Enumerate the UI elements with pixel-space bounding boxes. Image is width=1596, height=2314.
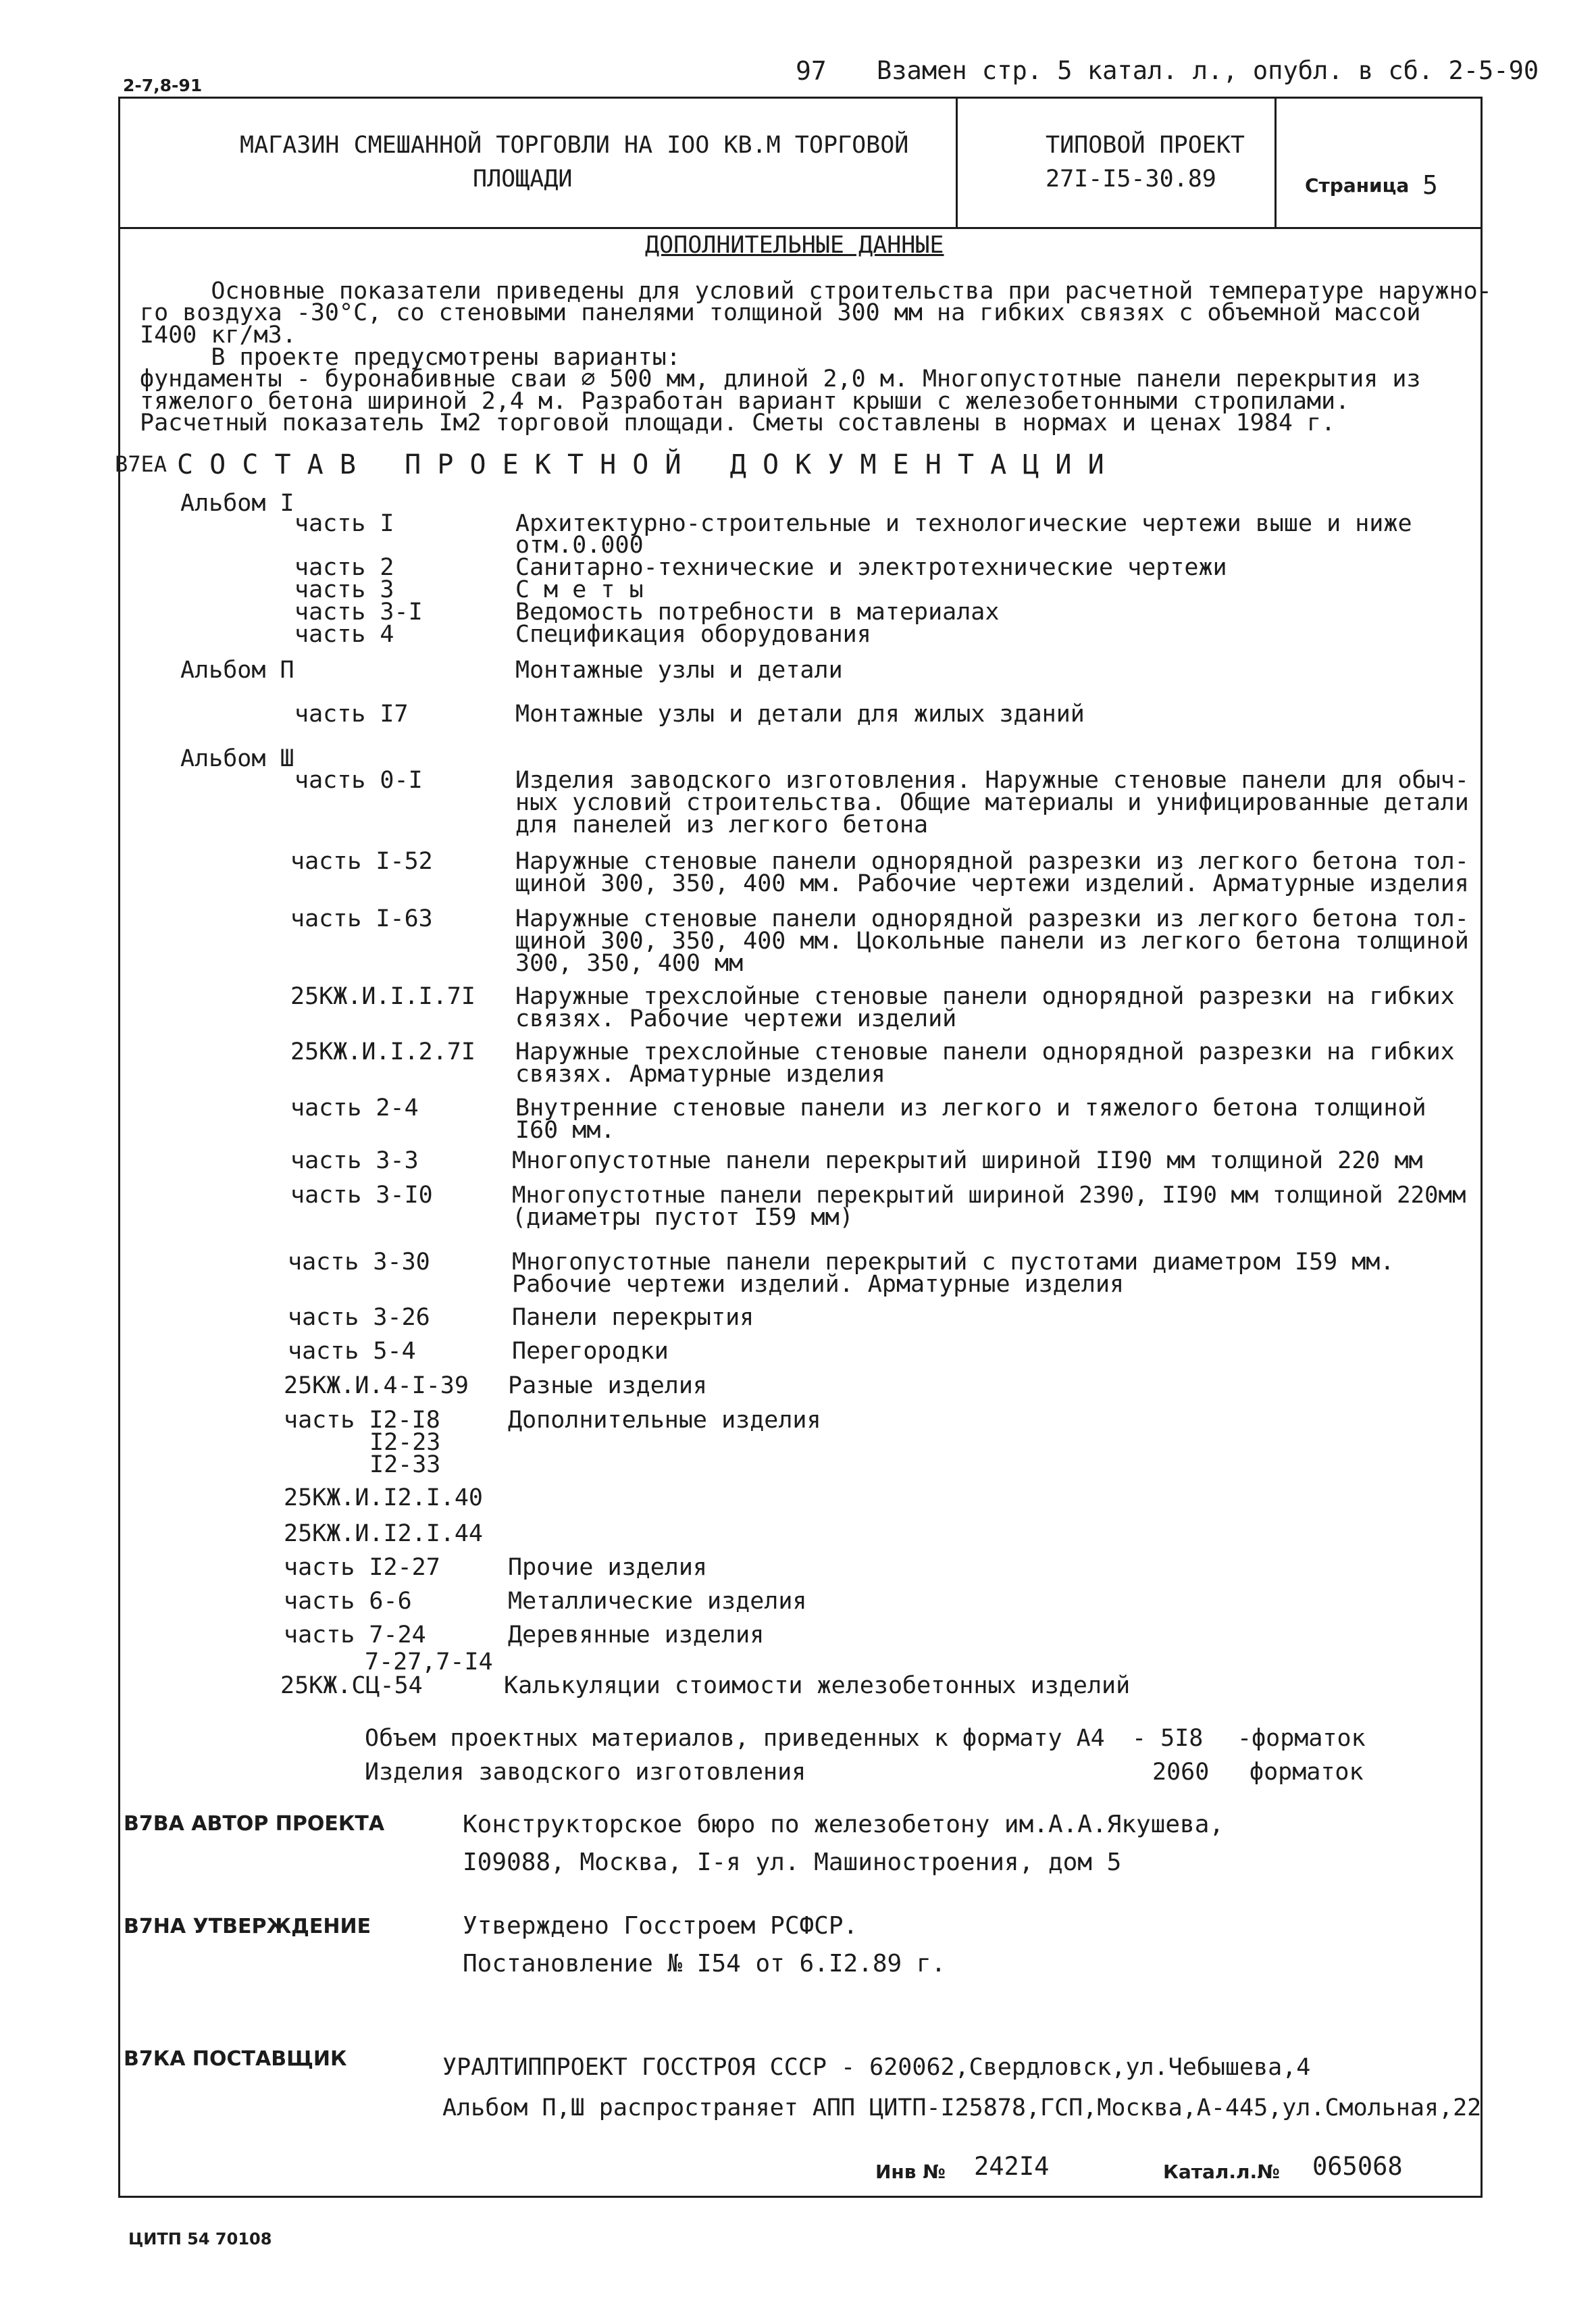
supplier-line1: УРАЛТИППРОЕКТ ГОССТРОЯ СССР - 620062,Свердловск,ул.Чебышева,4 xyxy=(442,2054,1311,2081)
extra-line: Расчетный показатель Iм2 торговой площади. Сметы составлены в нормах и ценах 1984 г. xyxy=(140,409,1336,436)
album-2: Альбом П xyxy=(180,657,294,684)
extra-heading: ДОПОЛНИТЕЛЬНЫЕ ДАННЫЕ xyxy=(645,232,944,259)
part-text: Дополнительные изделия xyxy=(508,1407,821,1434)
replace-note: Взамен стр. 5 катал. л., опубл. в сб. 2-5-90 xyxy=(877,56,1539,85)
part-text: Прочие изделия xyxy=(508,1554,708,1581)
part-text: связях. Арматурные изделия xyxy=(515,1061,885,1088)
part-text: Калькуляции стоимости железобетонных изделий xyxy=(504,1672,1131,1699)
part-text: Многопустотные панели перекрытий с пустотами диаметром I59 мм. xyxy=(512,1249,1395,1276)
part-text: Архитектурно-строительные и технологические чертежи выше и ниже xyxy=(515,510,1412,537)
part-label: часть 3-I xyxy=(294,599,423,626)
part-label: 25КЖ.И.I.I.7I xyxy=(290,983,475,1010)
part-text: 300, 350, 400 мм xyxy=(515,950,744,977)
part-text: Наружные стеновые панели однорядной разрезки из легкого бетона тол- xyxy=(515,848,1469,875)
part-text: Металлические изделия xyxy=(508,1588,807,1615)
part-text: Перегородки xyxy=(512,1338,669,1365)
part-text: отм.0.000 xyxy=(515,532,644,559)
page-label: Страница xyxy=(1305,174,1410,197)
title-line2: ПЛОЩАДИ xyxy=(473,166,573,193)
part-text: I60 мм. xyxy=(515,1117,615,1144)
part-text: щиной 300, 350, 400 мм. Рабочие чертежи изделий. Арматурные изделия xyxy=(515,870,1469,897)
volume-label: Объем проектных материалов, приведенных к формату А4 xyxy=(365,1725,1105,1752)
volume-value: 2060 xyxy=(1152,1759,1210,1786)
part-text: С м е т ы xyxy=(515,576,644,603)
extra-line: I400 кг/м3. xyxy=(140,322,297,349)
part-text: ных условий строительства. Общие материалы и унифицированные детали xyxy=(515,789,1469,816)
part-text: Ведомость потребности в материалах xyxy=(515,599,1000,626)
supplier-label: В7КА ПОСТАВЩИК xyxy=(124,2047,347,2071)
part-text: (диаметры пустот I59 мм) xyxy=(512,1204,854,1231)
volume-unit: -форматок xyxy=(1237,1725,1366,1752)
inventory-label: Инв № xyxy=(875,2161,946,2183)
part-label: часть 4 xyxy=(294,621,394,648)
extra-line: го воздуха -30°С, со стеновыми панелями толщиной 300 мм на гибких связях с объемной массой xyxy=(140,299,1421,326)
part-text: связях. Рабочие чертежи изделий xyxy=(515,1005,957,1032)
page-number: 97 xyxy=(796,56,827,86)
header-col1-divider xyxy=(956,97,958,228)
volume-value: - 5I8 xyxy=(1132,1725,1204,1752)
catalog-label: Катал.л.№ xyxy=(1163,2161,1280,2183)
part-label: часть I2-27 xyxy=(284,1554,440,1581)
header-col2-divider xyxy=(1275,97,1277,228)
project-code: 27I-I5-30.89 xyxy=(1046,166,1216,193)
part-label: часть 3-30 xyxy=(288,1249,430,1276)
part-label: 25КЖ.И.I2.I.40 xyxy=(284,1484,484,1511)
part-label: часть 0-I xyxy=(294,767,423,794)
album-3: Альбом Ш xyxy=(180,745,294,772)
extra-line: фундаменты - буронабивные сваи ∅ 500 мм, длиной 2,0 м. Многопустотные панели перекрытия из xyxy=(140,366,1421,393)
album-1: Альбом I xyxy=(180,490,294,517)
approval-line2: Постановление № I54 от 6.I2.89 г. xyxy=(463,1950,946,1978)
part-label: часть 3-26 xyxy=(288,1304,430,1331)
extra-line: Основные показатели приведены для условий строительства при расчетной температуре наружно- xyxy=(140,278,1492,305)
part-label: I2-33 xyxy=(369,1451,441,1478)
part-label: часть 3-I0 xyxy=(290,1182,433,1209)
part-label: часть 7-24 xyxy=(284,1621,426,1649)
part-label: часть I-63 xyxy=(290,905,433,932)
part-text: Деревянные изделия xyxy=(508,1621,765,1649)
part-label: часть 2 xyxy=(294,554,394,581)
composition-code: В7ЕА xyxy=(115,451,168,477)
part-text: Внутренние стеновые панели из легкого и тяжелого бетона толщиной xyxy=(515,1095,1426,1122)
print-code: ЦИТП 54 70108 xyxy=(128,2230,272,2248)
part-text: Рабочие чертежи изделий. Арматурные изделия xyxy=(512,1271,1125,1298)
part-text: Многопустотные панели перекрытий шириной 2390, II90 мм толщиной 220мм xyxy=(512,1182,1466,1209)
approval-label: В7НА УТВЕРЖДЕНИЕ xyxy=(124,1915,371,1938)
corner-code: 2-7,8-91 xyxy=(123,76,203,95)
part-text: Разные изделия xyxy=(508,1372,708,1399)
extra-line: В проекте предусмотрены варианты: xyxy=(140,344,681,371)
volume-unit: форматок xyxy=(1250,1759,1364,1786)
part-label: 25КЖ.И.I2.I.44 xyxy=(284,1520,484,1547)
part-text: Монтажные узлы и детали для жилых зданий xyxy=(515,701,1085,728)
part-label: I2-23 xyxy=(369,1429,441,1456)
title-line1: МАГАЗИН СМЕШАННОЙ ТОРГОВЛИ НА IOO КВ.М ТОРГОВОЙ xyxy=(240,132,909,159)
part-text: Санитарно-технические и электротехнические чертежи xyxy=(515,554,1227,581)
part-label: часть 3 xyxy=(294,576,394,603)
part-label: 7-27,7-I4 xyxy=(365,1649,493,1676)
part-text: Наружные стеновые панели однорядной разрезки из легкого бетона тол- xyxy=(515,905,1469,932)
part-text: Изделия заводского изготовления. Наружные стеновые панели для обыч- xyxy=(515,767,1469,794)
inventory-value: 242I4 xyxy=(974,2152,1050,2181)
part-text: Наружные трехслойные стеновые панели однорядной разрезки на гибких xyxy=(515,1038,1455,1065)
part-label: часть 3-3 xyxy=(290,1147,419,1174)
catalog-value: 065068 xyxy=(1312,2152,1403,2181)
part-text: щиной 300, 350, 400 мм. Цокольные панели из легкого бетона толщиной xyxy=(515,928,1469,955)
part-label: часть I7 xyxy=(294,701,409,728)
supplier-line2: Альбом П,Ш распространяет АПП ЦИТП-I25878,ГСП,Москва,А-445,ул.Смольная,22 xyxy=(442,2094,1482,2121)
part-label: 25КЖ.И.I.2.7I xyxy=(290,1038,475,1065)
part-label: часть 2-4 xyxy=(290,1095,419,1122)
part-label: часть 6-6 xyxy=(284,1588,412,1615)
author-label: В7ВА АВТОР ПРОЕКТА xyxy=(124,1812,385,1836)
approval-line1: Утверждено Госстроем РСФСР. xyxy=(463,1912,858,1940)
part-text: Многопустотные панели перекрытий шириной II90 мм толщиной 220 мм xyxy=(512,1147,1423,1174)
composition-heading: С О С Т А В П Р О Е К Т Н О Й Д О К У М Е Н Т А Ц И И xyxy=(177,449,1104,480)
extra-line: тяжелого бетона шириной 2,4 м. Разработан вариант крыши с железобетонными стропилами. xyxy=(140,388,1350,415)
project-label: ТИПОВОЙ ПРОЕКТ xyxy=(1046,132,1245,159)
part-label: часть I xyxy=(294,510,394,537)
author-line1: Конструкторское бюро по железобетону им.А.А.Якушева, xyxy=(463,1811,1225,1838)
part-label: 25КЖ.И.4-I-39 xyxy=(284,1372,469,1399)
part-label: часть I-52 xyxy=(290,848,433,875)
part-text: для панелей из легкого бетона xyxy=(515,811,929,838)
author-line2: I09088, Москва, I-я ул. Машиностроения, дом 5 xyxy=(463,1848,1122,1876)
part-text: Наружные трехслойные стеновые панели однорядной разрезки на гибких xyxy=(515,983,1455,1010)
part-text: Спецификация оборудования xyxy=(515,621,871,648)
volume-label: Изделия заводского изготовления xyxy=(365,1759,806,1786)
part-text: Панели перекрытия xyxy=(512,1304,754,1331)
part-label: 25КЖ.СЦ-54 xyxy=(280,1672,423,1699)
page-value: 5 xyxy=(1422,170,1438,200)
part-label: часть 5-4 xyxy=(288,1338,416,1365)
part-text: Монтажные узлы и детали xyxy=(515,657,843,684)
header-divider xyxy=(118,227,1483,229)
part-label: часть I2-I8 xyxy=(284,1407,440,1434)
